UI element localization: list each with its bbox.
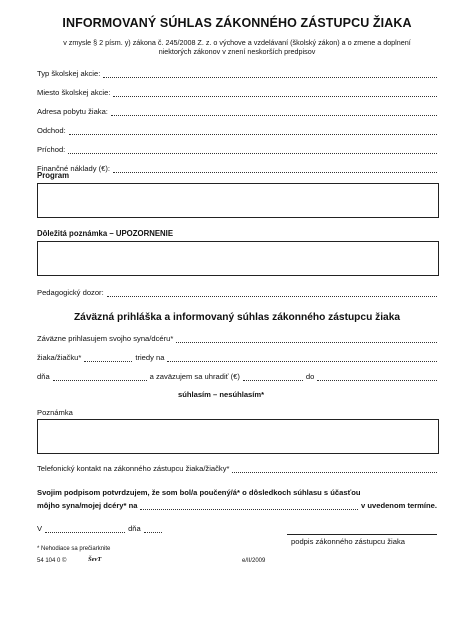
fill-line[interactable] (53, 371, 147, 381)
form-title: INFORMOVANÝ SÚHLAS ZÁKONNÉHO ZÁSTUPCU ŽIAKA (62, 16, 412, 30)
fill-line[interactable] (176, 333, 437, 343)
field-label: Telefonický kontakt na zákonného zástupcu žiaka/žiačky* (37, 464, 230, 473)
note-box[interactable] (37, 419, 439, 454)
fill-line[interactable] (68, 144, 437, 154)
field-school-action[interactable] (37, 66, 437, 78)
field-label: dňa (37, 372, 50, 381)
field-label: Typ školskej akcie: (37, 69, 101, 78)
important-note-box[interactable] (37, 241, 439, 276)
fill-line[interactable] (84, 352, 132, 362)
fill-line[interactable] (243, 371, 303, 381)
field-label: do (305, 372, 315, 381)
signature-caption: podpis zákonného zástupcu žiaka (291, 537, 405, 546)
form-subtitle (40, 38, 434, 56)
field-label: Pedagogický dozor: (37, 288, 104, 297)
fill-line[interactable] (317, 371, 437, 381)
important-note-label: Dôležitá poznámka – UPOZORNENIE (37, 229, 174, 238)
consent-choice[interactable]: súhlasím – nesúhlasím* (178, 390, 265, 399)
field-date-payment[interactable] (37, 369, 437, 381)
subtitle-line-1: v zmysle § 2 písm. y) zákona č. 245/2008 Z. z. o výchove a vzdelávaní (školský zákon) a o zmene a doplnení (63, 38, 411, 47)
fill-line[interactable] (111, 106, 437, 116)
field-label: žiaka/žiačku* (37, 353, 82, 362)
fill-line[interactable] (167, 352, 437, 362)
fill-line[interactable] (113, 87, 437, 97)
footnote: * Nehodiace sa prečiarknite (37, 546, 111, 552)
program-box[interactable] (37, 183, 439, 218)
field-enroll-child[interactable] (37, 331, 437, 343)
statement-text: môjho syna/mojej dcéry* na (37, 501, 138, 510)
note-label: Poznámka (37, 408, 73, 417)
statement-text: v uvedenom termíne. (361, 501, 437, 510)
field-cost[interactable] (37, 161, 437, 173)
field-label: Miesto školskej akcie: (37, 88, 111, 97)
field-departure[interactable] (37, 123, 437, 135)
signature-line[interactable] (287, 534, 437, 535)
field-place-date[interactable] (37, 521, 162, 533)
form-code: 54 104 0 © (37, 558, 67, 564)
field-pupil-class[interactable] (37, 350, 437, 362)
field-label: V (37, 524, 43, 533)
edition: e/II/2009 (242, 558, 266, 564)
field-label: triedy na (135, 353, 165, 362)
publisher-logo: ŠevT (88, 556, 102, 563)
field-phone[interactable] (37, 461, 437, 473)
fill-line[interactable] (113, 163, 437, 173)
statement-line-1: Svojim podpisom potvrdzujem, že som bol/a poučený/á* o dôsledkoch súhlasu s účasťou (37, 488, 361, 497)
field-label: Adresa pobytu žiaka: (37, 107, 108, 116)
fill-line[interactable] (107, 287, 437, 297)
fill-line[interactable] (232, 463, 437, 473)
field-label: Finančné náklady (€): (37, 164, 111, 173)
program-label: Program (37, 171, 70, 180)
field-supervision[interactable] (37, 285, 437, 297)
fill-line[interactable] (69, 125, 437, 135)
field-place[interactable] (37, 85, 437, 97)
field-address[interactable] (37, 104, 437, 116)
field-label: a zaväzujem sa uhradiť (€) (149, 372, 240, 381)
fill-line[interactable] (103, 68, 437, 78)
subtitle-line-2: niektorých zákonov v znení neskorších predpisov (158, 47, 316, 56)
section-title: Záväzná prihláška a informovaný súhlas zákonného zástupcu žiaka (73, 312, 401, 323)
field-label: Príchod: (37, 145, 66, 154)
fill-line[interactable] (45, 523, 125, 533)
field-label: Odchod: (37, 126, 66, 135)
field-label: Záväzne prihlasujem svojho syna/dcéru* (37, 334, 174, 343)
fill-line[interactable] (144, 523, 162, 533)
fill-line[interactable] (140, 500, 358, 510)
field-label: dňa (128, 524, 141, 533)
statement-line-2[interactable] (37, 498, 437, 510)
field-arrival[interactable] (37, 142, 437, 154)
